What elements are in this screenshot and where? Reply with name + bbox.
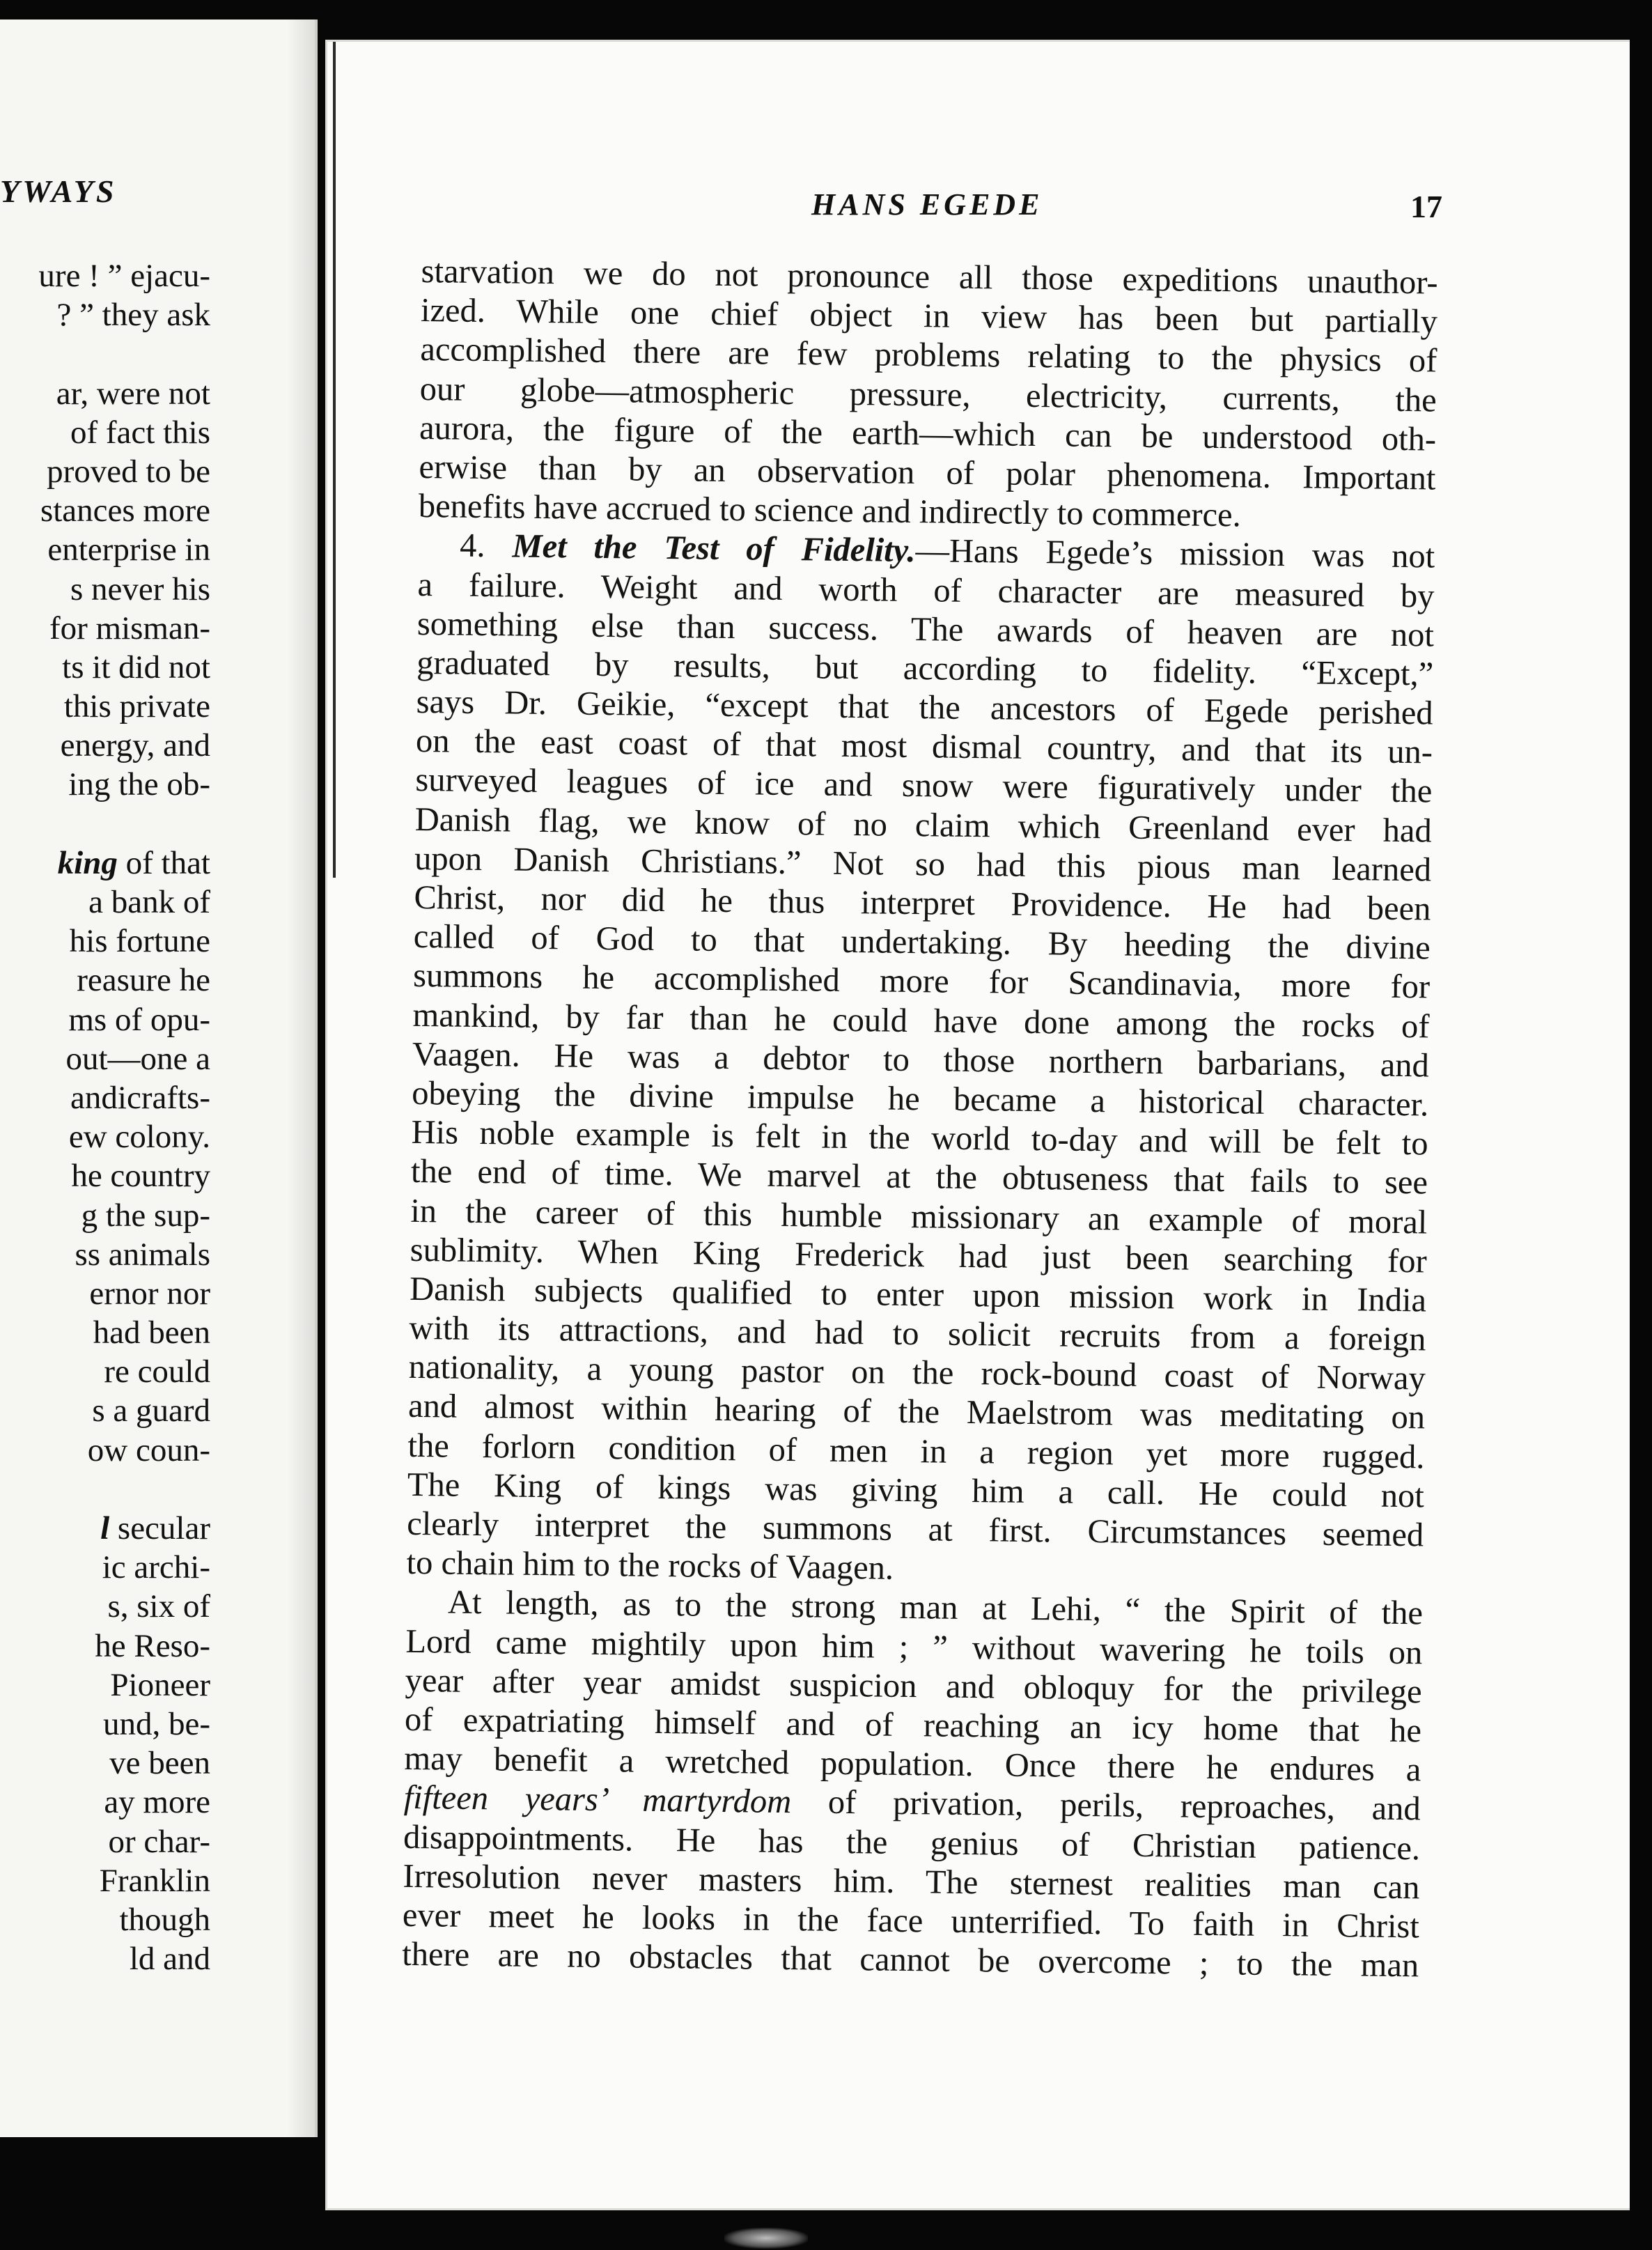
body-line: Vaagen. He was a debtor to those northern barbarians, and	[412, 1035, 1430, 1085]
paragraph-2-first-line-rest: —Hans Egede’s mission was not	[915, 532, 1435, 575]
left-page-line: for misman-	[49, 610, 210, 646]
left-page-line: ? ” they ask	[56, 297, 210, 334]
paragraph-1	[419, 252, 1438, 538]
left-page-line	[0, 334, 210, 373]
left-page-line: ure ! ” ejacu-	[38, 258, 210, 294]
body-line: graduated by results, but according to fidelity. “Except,”	[416, 644, 1434, 693]
left-page-line: ic archi-	[102, 1549, 210, 1586]
section-heading: Met the Test of Fidelity.	[512, 527, 916, 570]
left-page-line: proved to be	[47, 453, 210, 490]
left-running-head: YWAYS	[0, 173, 117, 209]
running-head: HANS EGEDE	[811, 187, 1043, 222]
body-line: called of God to that undertaking. By heeding the divine	[413, 918, 1431, 967]
left-page-line: this private	[63, 688, 210, 725]
body-line: accomplished there are few problems relating to the physics of	[420, 331, 1437, 380]
body-line: aurora, the figure of the earth—which can be understood oth-	[419, 409, 1437, 458]
body-line: of expatriating himself and of reaching an icy home that he	[404, 1700, 1422, 1750]
left-page-line: ew colony.	[68, 1119, 210, 1156]
body-line: our globe—atmospheric pressure, electricity, currents, the	[419, 370, 1437, 419]
body-line: starvation we do not pronounce all those expeditions unauthor-	[421, 252, 1438, 302]
section-number: 4.	[459, 527, 485, 565]
left-page-line: he Reso-	[95, 1627, 210, 1664]
body-line: Lord came mightily upon him ; ” without wavering he toils on	[405, 1622, 1423, 1671]
body-line: clearly interpret the summons at first. Circumstances seemed	[406, 1505, 1424, 1554]
body-line-rest: of privation, perils, reproaches, and	[790, 1783, 1421, 1828]
left-page-line: stances more	[40, 492, 210, 529]
left-page-line: a bank of	[88, 884, 210, 920]
body-line: Christ, nor did he thus interpret Providence. He had been	[414, 878, 1431, 928]
left-page-line: g the sup-	[81, 1197, 210, 1234]
body-line: Danish subjects qualified to enter upon mission work in India	[409, 1270, 1427, 1319]
left-page-line: ld and	[129, 1941, 210, 1978]
left-page-line: he country	[71, 1158, 210, 1195]
left-page-line: of fact this	[70, 414, 210, 451]
left-page-line: ts it did not	[62, 649, 210, 685]
body-line: says Dr. Geikie, “except that the ancestors of Egede perished	[416, 683, 1433, 732]
paragraph-2	[406, 526, 1435, 1595]
body-line: obeying the divine impulse he became a historical character.	[412, 1074, 1429, 1124]
left-page-line	[0, 1470, 210, 1509]
left-page-line: ve been	[109, 1745, 210, 1782]
left-page-line: ay more	[104, 1784, 210, 1821]
body-line: on the east coast of that most dismal country, and that its un-	[415, 722, 1433, 771]
gutter-line	[333, 42, 336, 878]
body-line: nationality, a young pastor on the rock-bound coast of Norway	[408, 1349, 1426, 1397]
body-line: ever meet he looks in the face unterrified. To faith in Christ	[402, 1896, 1420, 1946]
left-page-line: ms of opu-	[68, 1001, 210, 1038]
left-page-line: ing the ob-	[68, 766, 210, 803]
body-line: His noble example is felt in the world to-day and will be felt to	[411, 1114, 1428, 1163]
left-page-text	[0, 256, 210, 1978]
left-page-line: und, be-	[102, 1705, 210, 1742]
body-line: disappointments. He has the genius of Christian patience.	[403, 1818, 1421, 1867]
left-page-line: energy, and	[60, 727, 210, 764]
left-page-line: s a guard	[92, 1392, 210, 1429]
left-page-line: ow coun-	[87, 1432, 210, 1468]
left-page-line: andicrafts-	[70, 1079, 210, 1116]
body-line: At length, as to the strong man at Lehi, “ the Spirit of the	[447, 1583, 1424, 1632]
body-text	[402, 252, 1438, 1986]
body-line: to chain him to the rocks of Vaagen.	[406, 1544, 894, 1587]
body-line: there are no obstacles that cannot be overcome ; to the man	[401, 1935, 1419, 1985]
body-line: mankind, by far than he could have done among the rocks of	[412, 996, 1430, 1046]
body-line: something else than success. The awards of heaven are not	[416, 605, 1435, 654]
body-line: a failure. Weight and worth of character are measured by	[417, 566, 1435, 615]
left-page-line: Franklin	[99, 1862, 210, 1899]
left-page-line: out—one a	[65, 1040, 210, 1077]
left-page-line: l secular	[100, 1510, 210, 1546]
left-page-line: though	[119, 1901, 210, 1938]
body-line: the forlorn condition of men in a region yet more rugged.	[407, 1427, 1425, 1476]
left-page-line: reasure he	[77, 962, 210, 999]
left-page-line: Pioneer	[110, 1666, 210, 1703]
body-line: erwise than by an observation of polar phenomena. Important	[419, 448, 1436, 497]
body-line: in the career of this humble missionary an example of moral	[410, 1192, 1428, 1241]
body-line: may benefit a wretched population. Once there he endures a	[404, 1739, 1421, 1789]
left-page-line: had been	[93, 1314, 210, 1351]
left-page-line: king of that	[57, 844, 210, 881]
left-page-line: or char-	[108, 1823, 210, 1860]
body-line: and almost within hearing of the Maelstrom was meditating on	[407, 1388, 1426, 1436]
scan-border	[1630, 0, 1652, 2250]
body-line: Irresolution never masters him. The sternest realities man can	[403, 1857, 1420, 1907]
left-page-line: his fortune	[69, 923, 210, 960]
body-line: upon Danish Christians.” Not so had this pious man learned	[414, 839, 1432, 889]
gutter-shadow	[287, 20, 315, 2137]
body-line: ized. While one chief object in view has been but partially	[420, 292, 1438, 341]
body-line: the end of time. We marvel at the obtuseness that fails to see	[410, 1153, 1428, 1202]
left-page-line: re could	[104, 1353, 210, 1390]
body-line: with its attractions, and had to solicit recruits from a foreign	[409, 1309, 1426, 1358]
body-line: surveyed leagues of ice and snow were figuratively under the	[415, 761, 1433, 810]
body-line: summons he accomplished more for Scandinavia, more for	[412, 957, 1431, 1006]
left-page-line: s, six of	[107, 1588, 210, 1625]
body-line: Danish flag, we know of no claim which Greenland ever had	[414, 800, 1432, 850]
left-page-line: ar, were not	[56, 375, 210, 412]
body-line: sublimity. When King Frederick had just been searching for	[410, 1231, 1427, 1280]
left-page-line: enterprise in	[47, 532, 210, 568]
body-line: year after year amidst suspicion and obloquy for the privilege	[405, 1661, 1422, 1711]
body-line: benefits have accrued to science and indirectly to commerce.	[418, 488, 1242, 534]
left-page-line: s never his	[70, 571, 210, 607]
left-page-line: ss animals	[75, 1236, 210, 1273]
previous-page-fragment	[0, 20, 318, 2137]
paragraph-3	[404, 1583, 1423, 1790]
paragraph-3-tail	[402, 1817, 1420, 1985]
scan-artifact	[724, 2228, 808, 2249]
body-line: The King of kings was giving him a call. He could not	[407, 1466, 1425, 1515]
page-number: 17	[1410, 189, 1442, 224]
emphasis-fifteen-years: fifteen years’ martyrdom	[403, 1779, 792, 1821]
left-page-line: ernor nor	[89, 1275, 210, 1312]
left-page-line	[0, 805, 210, 844]
